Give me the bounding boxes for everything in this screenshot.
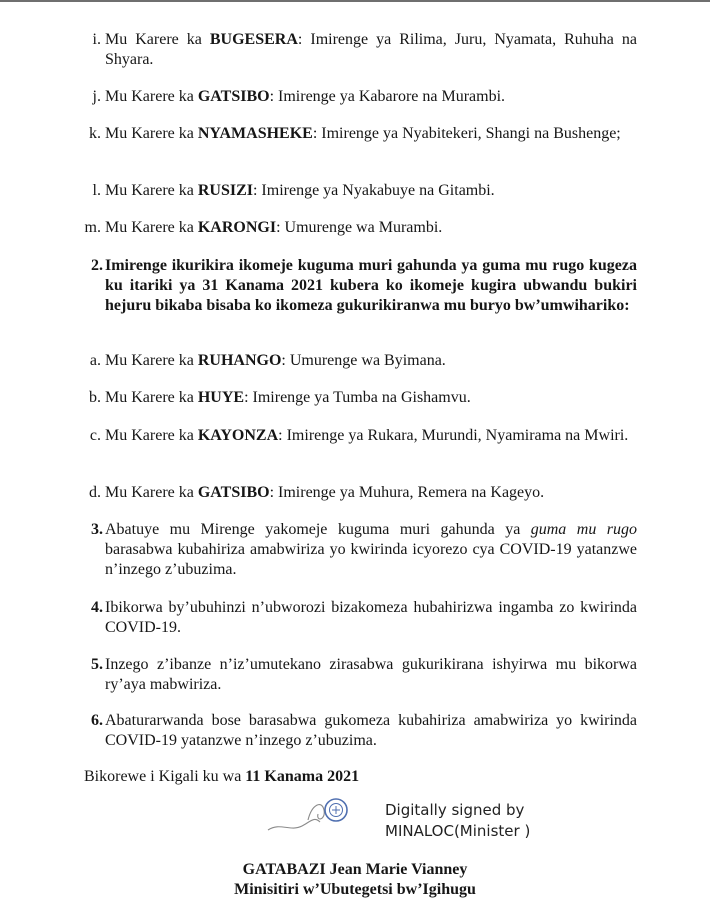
point-text: barasabwa kubahiriza amabwiriza yo kwirinda icyorezo cya COVID-19 yatanzwe n’inzego z’ubuzima. [105,541,637,578]
point-number: 3. [91,521,103,538]
district-name: KARONGI [197,219,277,236]
district-name: HUYE [197,389,245,406]
item-text: Mu Karere ka [105,125,198,142]
district-name: NYAMASHEKE [197,125,313,142]
item-label: k. [89,125,101,142]
item-text: : Umurenge wa Byimana. [281,352,446,369]
item-text: Mu Karere ka [105,352,198,369]
handwritten-signature [258,792,378,842]
item-text: : Imirenge ya Nyabitekeri, Shangi na Bushenge; [312,125,621,142]
district-name: RUSIZI [197,182,253,199]
list-item-i [92,30,638,70]
numbered-point-5 [91,655,637,695]
item-text: Mu Karere ka [105,182,198,199]
signatory-name: GATABAZI Jean Marie Vianney [242,861,468,878]
item-label: l. [92,182,101,199]
list-item-a [89,351,637,371]
item-label: m. [84,219,101,236]
item-text: : Imirenge ya Tumba na Gishamvu. [244,389,471,406]
list-item-d [89,483,637,503]
item-label: j. [92,88,101,105]
date-value: 11 Kanama 2021 [245,768,360,785]
point-text: Abatuye mu Mirenge yakomeje kuguma muri gahunda ya [105,521,531,538]
point-number: 5. [91,656,103,673]
point-text: Inzego z’ibanze n’iz’umutekano zirasabwa gukurikirana ishyirwa mu bikorwa ry’aya mabwiriza. [105,656,637,693]
item-text: Mu Karere ka [105,484,198,501]
point-number: 4. [91,599,103,616]
item-label: i. [92,31,101,48]
district-name: RUHANGO [197,352,282,369]
point-text: Ibikorwa by’ubuhinzi n’ubworozi bizakomeza hubahirizwa ingamba zo kwirinda COVID-19. [105,599,637,636]
digital-signature-signer: MINALOC(Minister ) [385,822,531,840]
numbered-point-4 [91,598,637,638]
date-line [84,768,359,786]
item-text: Mu Karere ka [105,31,210,48]
list-item-c [89,426,637,446]
district-name: BUGESERA [209,31,298,48]
item-text: : Umurenge wa Murambi. [276,219,443,236]
list-item-k [89,124,637,144]
item-text: Mu Karere ka [105,219,198,236]
numbered-point-6 [91,711,637,751]
item-text: : Imirenge ya Nyakabuye na Gitambi. [252,182,495,199]
district-name: GATSIBO [197,88,270,105]
district-name: GATSIBO [197,484,270,501]
item-label: d. [89,484,101,501]
list-item-b [89,388,637,408]
numbered-point-2 [91,256,637,316]
point-text: Imirenge ikurikira ikomeje kuguma muri gahunda ya guma mu rugo kugeza ku itariki ya 31 Kanama 2021 kubera ko ikomeje kugira ubwandu bukiri hejuru bikaba bisaba ko ikomeza gukurikiranwa mu buryo bw’umwihariko: [105,257,637,314]
item-text: Mu Karere ka [105,389,198,406]
item-text: Mu Karere ka [105,88,198,105]
list-item-l [92,181,637,201]
date-line-text: Bikorewe i Kigali ku wa [84,768,246,785]
list-item-j [92,87,637,107]
item-label: c. [89,427,101,444]
item-text: : Imirenge ya Kabarore na Murambi. [269,88,506,105]
numbered-point-3 [91,520,637,580]
point-text: Abaturarwanda bose barasabwa gukomeza kubahiriza amabwiriza yo kwirinda COVID-19 yatanzwe n’inzego z’ubuzima. [105,712,637,749]
district-name: KAYONZA [197,427,279,444]
item-label: a. [89,352,101,369]
point-number: 2. [91,257,103,274]
list-item-m [84,218,637,238]
item-label: b. [89,389,101,406]
digital-signature-block [385,800,530,842]
point-number: 6. [91,712,103,729]
item-text: : Imirenge ya Rukara, Murundi, Nyamirama na Mwiri. [278,427,629,444]
signatory-title: Minisitiri w’Ubutegetsi bw’Igihugu [234,881,476,898]
item-text: : Imirenge ya Muhura, Remera na Kageyo. [269,484,545,501]
digital-signature-line: Digitally signed by [385,801,525,819]
item-text: : Imirenge ya Rilima, Juru, Nyamata, Ruhuha na Shyara. [105,31,638,68]
item-text: Mu Karere ka [105,427,198,444]
point-text-italic: guma mu rugo [530,521,637,538]
